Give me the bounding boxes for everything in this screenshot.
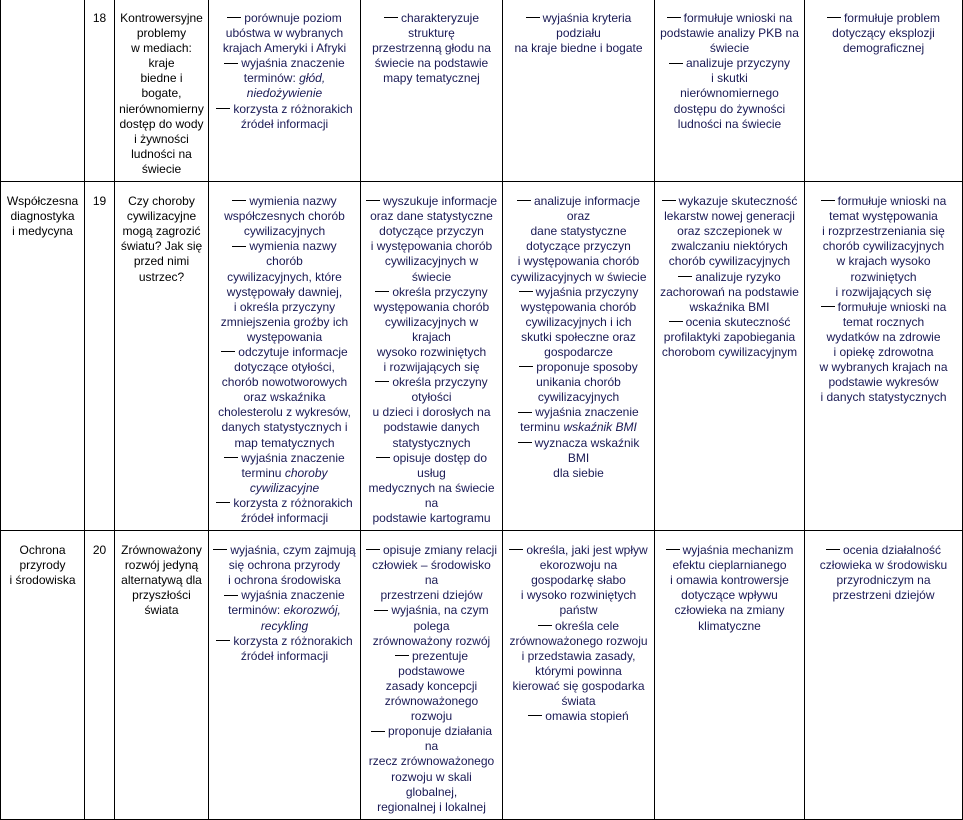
text-line: proponuje działania na [365, 724, 498, 754]
text-line: państw [559, 603, 598, 618]
requirement-item [365, 285, 498, 376]
bullet-dash-icon [517, 200, 531, 201]
bullet-dash-icon [518, 412, 532, 413]
text-line: kierować się gospodarka [512, 678, 645, 693]
text-line: dotyczący eksplozji [832, 26, 935, 41]
text-line: współczesnych chorób [224, 209, 345, 224]
requirement-item [213, 451, 356, 496]
table-row [1, 182, 963, 531]
text-line: i rozwijających się [835, 284, 932, 299]
lesson-title-line: alternatywą dla [121, 573, 202, 588]
text-line: regionalnej i lokalnej [377, 799, 486, 814]
bullet-dash-icon [528, 715, 542, 716]
text-line: i omawia kontrowersje [670, 573, 789, 588]
text-line: wyjaśnia znaczenie [213, 56, 356, 71]
text-line: człowiek – środowisko na [372, 558, 491, 588]
requirement-item [809, 11, 958, 56]
requirements-list [365, 11, 498, 86]
topic-line: Ochrona [19, 543, 66, 558]
text-line: temat występowania [829, 209, 938, 224]
text-line: źródeł informacji [240, 511, 329, 525]
bullet-dash-icon [678, 276, 692, 277]
requirements-level-1 [209, 531, 361, 820]
lesson-title-line: nierównomierny [119, 101, 204, 116]
requirement-item [659, 194, 800, 269]
text-line: świecie na podstawie [374, 56, 489, 71]
text-line: analizuje informacje oraz [507, 194, 650, 224]
bullet-dash-icon [227, 17, 241, 18]
lesson-title-line: biedne i bogate, [140, 71, 183, 101]
text-line: ocenia skuteczność [659, 315, 800, 330]
bullet-dash-icon [384, 17, 398, 18]
bullet-dash-icon [224, 595, 238, 596]
text-line: i występowania chorób [370, 239, 493, 254]
text-line: ubóstwa w wybranych [225, 26, 344, 41]
requirement-item [507, 360, 650, 405]
lesson-title-line: Czy choroby [128, 194, 195, 209]
topic-line: przyrody [19, 558, 66, 573]
text-line: cywilizacyjnych [537, 390, 620, 405]
topic-line: i środowiska [9, 573, 76, 588]
lesson-title-line: cywilizacyjne [126, 209, 197, 224]
requirement-item [213, 588, 356, 633]
lesson-title-line: świecie [141, 161, 182, 176]
text-line: oraz szczepionek w [677, 224, 782, 239]
text-line: klimatyczne [698, 618, 761, 633]
requirement-item [507, 619, 650, 710]
text-line: niedożywienie [246, 86, 323, 101]
text-line: zachorowań na podstawie [660, 284, 799, 299]
text-line: dotyczące przyczyn [379, 224, 484, 239]
requirement-item [213, 11, 356, 56]
bullet-dash-icon [374, 610, 388, 611]
text-line: zwalczaniu niektórych [671, 239, 788, 254]
bullet-dash-icon [224, 457, 238, 458]
requirement-item [809, 194, 958, 300]
requirements-list [213, 11, 356, 132]
bullet-dash-icon [518, 442, 532, 443]
requirements-level-2 [361, 0, 503, 182]
bullet-dash-icon [366, 549, 380, 550]
topic-line: i medycyna [12, 224, 73, 239]
text-line: się ochrona przyrody [228, 558, 341, 573]
text-line: określa przyczyny [365, 285, 498, 300]
bullet-dash-icon [509, 549, 523, 550]
requirements-level-5 [805, 531, 963, 820]
lesson-number: 18 [85, 0, 115, 182]
text-line: dane statystyczne [530, 224, 627, 239]
lesson-title-line: w mediach: kraje [131, 41, 192, 71]
requirement-item [809, 543, 958, 603]
text-line: recykling [260, 618, 309, 633]
text-line: cywilizacyjne [249, 480, 320, 495]
text-line: zrównoważony rozwój [372, 633, 491, 648]
requirement-item [507, 285, 650, 360]
text-line: wyjaśnia przyczyny [507, 285, 650, 300]
requirement-item [365, 724, 498, 815]
requirements-level-4 [655, 182, 805, 531]
text-line: wyszukuje informacje [365, 194, 498, 209]
text-line: gospodarkę słabo [531, 573, 626, 588]
text-line: i skutki [711, 71, 748, 86]
text-line: źródeł informacji [240, 116, 329, 131]
text-line: i określa przyczyny [233, 299, 336, 314]
text-line: występowania chorób [520, 299, 637, 314]
requirements-list [365, 194, 498, 526]
text-line: człowieka na zmiany [674, 603, 785, 618]
text-line: formułuje problem [809, 11, 958, 26]
text-line: danych statystycznych i [221, 420, 348, 435]
text-line: wyznacza wskaźnik BMI [507, 436, 650, 466]
requirement-item [365, 543, 498, 603]
text-line: cywilizacyjnych, które [227, 269, 342, 284]
requirements-level-3 [503, 531, 655, 820]
text-line: terminów: ekorozwój, [228, 603, 341, 618]
bullet-dash-icon [216, 640, 230, 641]
requirements-level-2 [361, 531, 503, 820]
text-line: nierównomiernego [680, 86, 779, 101]
text-line: analizuje ryzyko [659, 270, 800, 285]
requirement-item [809, 300, 958, 406]
text-line: chorobom cywilizacyjnym [661, 344, 798, 359]
lesson-title-line: ludności na [131, 146, 192, 161]
text-line: występowały dawniej, [226, 284, 343, 299]
text-line: formułuje wnioski na [809, 300, 958, 315]
text-line: skutki społeczne oraz [521, 329, 636, 344]
text-line: wyjaśnia, na czym polega [365, 603, 498, 633]
requirement-item [659, 543, 800, 634]
requirement-item [659, 270, 800, 315]
text-line: i występowania chorób [517, 254, 640, 269]
bullet-dash-icon [821, 306, 835, 307]
requirements-list [507, 543, 650, 724]
text-line: zmniejszenia groźby ich [220, 314, 349, 329]
text-line: cywilizacyjnych i ich [525, 314, 632, 329]
text-line: dla siebie [553, 465, 604, 480]
requirements-level-1 [209, 0, 361, 182]
text-line: porównuje poziom [213, 11, 356, 26]
text-line: medycznych na świecie na [368, 480, 495, 510]
lesson-title [115, 182, 209, 531]
text-line: świecie [709, 41, 750, 56]
text-line: w krajach wysoko [836, 254, 931, 269]
text-line: cywilizacyjnych w świecie [510, 269, 647, 284]
text-line: określa przyczyny otyłości [365, 375, 498, 405]
bullet-dash-icon [826, 549, 840, 550]
requirement-item [507, 709, 650, 724]
requirement-item [365, 451, 498, 526]
text-line: wyjaśnia, czym zajmują [213, 543, 356, 558]
lesson-title-line: Kontrowersyjne [120, 11, 203, 25]
requirements-list [365, 543, 498, 815]
text-line: dostępu do żywności [673, 101, 786, 116]
text-line: opisuje zmiany relacji [365, 543, 498, 558]
bullet-dash-icon [216, 108, 230, 109]
text-line: cholesterolu z wykresów, [218, 405, 351, 420]
bullet-dash-icon [519, 291, 533, 292]
text-line: map tematycznych [234, 435, 335, 450]
text-line: podstawie wykresów [828, 375, 939, 390]
text-line: ekorozwoju na [539, 558, 618, 573]
text-line: wykazuje skuteczność [659, 194, 800, 209]
text-line: terminu wskaźnik BMI [520, 420, 637, 435]
lesson-title-line: dostęp do wody [119, 116, 204, 131]
text-line: proponuje sposoby [507, 360, 650, 375]
requirements-level-5 [805, 0, 963, 182]
requirements-list [809, 543, 958, 603]
requirement-item [365, 194, 498, 285]
bullet-dash-icon [376, 457, 390, 458]
bullet-dash-icon [232, 246, 246, 247]
text-line: profilaktyki zapobiegania [663, 329, 796, 344]
text-line: występowania [246, 329, 323, 344]
text-line: i wysoko rozwiniętych [520, 588, 637, 603]
requirements-level-4 [655, 531, 805, 820]
text-line: podstawie kartogramu [372, 511, 491, 525]
text-line: człowieka w środowisku [819, 558, 948, 573]
bullet-dash-icon [538, 625, 552, 626]
text-line: lekarstw nowej generacji [664, 209, 795, 224]
lesson-number: 20 [85, 531, 115, 820]
bullet-dash-icon [666, 549, 680, 550]
text-line: i przedstawia zasady, [521, 648, 636, 663]
requirement-item [213, 496, 356, 526]
text-line: źródeł informacji [240, 648, 329, 663]
text-line: prezentuje podstawowe [365, 649, 498, 679]
lesson-title-line: rozwój jedyną [124, 558, 199, 573]
bullet-dash-icon [232, 200, 246, 201]
text-line: określa cele [507, 619, 650, 634]
table-body [1, 0, 963, 819]
text-line: określa, jaki jest wpływ [507, 543, 650, 558]
requirements-list [213, 194, 356, 526]
text-line: wysoko rozwiniętych [376, 344, 487, 359]
text-line: chorób cywilizacyjnych [668, 254, 791, 269]
text-line: występowania chorób [373, 299, 490, 314]
text-line: analizuje przyczyny [659, 56, 800, 71]
text-line: gospodarcze [544, 344, 613, 359]
requirement-item [507, 436, 650, 481]
text-line: przestrzeni dziejów [380, 588, 483, 603]
topic-cell [1, 182, 85, 531]
requirements-list [659, 543, 800, 634]
topic-cell [1, 531, 85, 820]
text-line: ludności na świecie [677, 116, 782, 131]
bullet-dash-icon [375, 291, 389, 292]
lesson-title [115, 0, 209, 182]
text-line: cywilizacyjnych [243, 224, 326, 239]
topic-cell [1, 0, 85, 182]
requirements-level-3 [503, 0, 655, 182]
requirement-item [659, 315, 800, 360]
text-line: przyrodniczym na [836, 573, 931, 588]
requirement-item [213, 194, 356, 239]
requirement-item [365, 11, 498, 86]
text-line: dotyczące wpływu [681, 588, 778, 603]
text-line: wymienia nazwy chorób [213, 239, 356, 269]
bullet-dash-icon [395, 655, 409, 656]
text-line: rzecz zrównoważonego [368, 754, 495, 769]
bullet-dash-icon [667, 17, 681, 18]
requirement-item [507, 11, 650, 56]
requirements-level-2 [361, 182, 503, 531]
requirement-item [213, 239, 356, 345]
text-line: formułuje wnioski na [659, 11, 800, 26]
requirements-level-4 [655, 0, 805, 182]
text-line: i ochrona środowiska [228, 573, 341, 588]
text-line: unikania chorób [536, 375, 621, 390]
requirement-item [507, 543, 650, 618]
text-line: korzysta z różnorakich [213, 102, 356, 117]
text-line: podstawie danych [383, 420, 480, 435]
bullet-dash-icon [371, 731, 385, 732]
requirements-list [507, 194, 650, 481]
lesson-title-line: przyszłości [132, 588, 191, 603]
text-line: wyjaśnia znaczenie [213, 588, 356, 603]
lesson-title-line: światu? Jak się [120, 239, 203, 254]
text-line: w wybranych krajach na [819, 360, 948, 375]
text-line: korzysta z różnorakich [213, 496, 356, 511]
text-line: temat rocznych [842, 314, 925, 329]
text-line: statystycznych [392, 435, 471, 450]
requirements-level-3 [503, 182, 655, 531]
text-line: terminu choroby [241, 465, 328, 480]
text-line: i opiekę zdrowotna [833, 344, 934, 359]
text-line: zasady koncepcji [385, 678, 478, 693]
text-line: oraz wskaźnika [243, 390, 326, 405]
text-line: wskaźnika BMI [689, 299, 770, 314]
text-line: którymi powinna [535, 663, 622, 678]
table-row [1, 531, 963, 820]
requirements-level-5 [805, 182, 963, 531]
text-line: oraz dane statystyczne [370, 209, 493, 224]
topic-line: Współczesna [6, 194, 79, 209]
text-line: omawia stopień [507, 709, 650, 724]
text-line: opisuje dostęp do usług [365, 451, 498, 481]
text-line: efektu cieplarnianego [672, 558, 787, 573]
requirements-list [213, 543, 356, 664]
text-line: formułuje wnioski na [809, 194, 958, 209]
text-line: korzysta z różnorakich [213, 634, 356, 649]
text-line: wydatków na zdrowie [826, 329, 941, 344]
requirement-item [213, 345, 356, 451]
requirement-item [213, 543, 356, 588]
text-line: demograficznej [842, 41, 925, 56]
bullet-dash-icon [213, 549, 227, 550]
bullet-dash-icon [662, 200, 676, 201]
bullet-dash-icon [669, 321, 683, 322]
bullet-dash-icon [827, 17, 841, 18]
lesson-title-line: przed nimi [133, 254, 190, 269]
text-line: na kraje biedne i bogate [514, 41, 643, 56]
requirements-list [809, 11, 958, 56]
topic-line: diagnostyka [10, 209, 75, 224]
lesson-title-line: ustrzec? [138, 269, 185, 284]
bullet-dash-icon [224, 63, 238, 64]
lesson-title-line: świata [144, 603, 179, 618]
text-line: i rozprzestrzeniania się [822, 224, 945, 239]
text-line: chorób cywilizacyjnych [822, 239, 945, 254]
text-line: rozwiniętych [850, 269, 917, 284]
requirement-item [365, 649, 498, 724]
text-line: wymienia nazwy [213, 194, 356, 209]
requirement-item [213, 56, 356, 101]
text-line: i danych statystycznych [820, 390, 947, 405]
bullet-dash-icon [375, 381, 389, 382]
text-line: dotyczące przyczyn [526, 239, 631, 254]
text-line: odczytuje informacje [213, 345, 356, 360]
requirement-item [659, 56, 800, 131]
bullet-dash-icon [216, 502, 230, 503]
requirements-level-1 [209, 182, 361, 531]
requirements-list [809, 194, 958, 405]
requirement-item [507, 405, 650, 435]
requirements-list [507, 11, 650, 56]
lesson-title-line: problemy [136, 26, 187, 41]
lesson-number: 19 [85, 182, 115, 531]
bullet-dash-icon [821, 200, 835, 201]
text-line: u dzieci i dorosłych na [372, 405, 491, 420]
requirements-list [659, 11, 800, 132]
requirement-item [659, 11, 800, 56]
text-line: wyjaśnia znaczenie [507, 405, 650, 420]
text-line: wyjaśnia kryteria podziału [507, 11, 650, 41]
text-line: charakteryzuje strukturę [365, 11, 498, 41]
bullet-dash-icon [526, 17, 540, 18]
text-line: cywilizacyjnych w świecie [384, 254, 479, 284]
requirement-item [365, 375, 498, 450]
requirement-item [507, 194, 650, 285]
text-line: przestrzenną głodu na [372, 41, 491, 56]
text-line: zrównoważonego rozwoju [509, 633, 648, 648]
text-line: terminów: głód, [243, 71, 326, 86]
bullet-dash-icon [221, 351, 235, 352]
text-line: świata [561, 694, 596, 709]
text-line: zrównoważonego rozwoju [384, 694, 479, 724]
lesson-title [115, 531, 209, 820]
text-line: mapy tematycznej [383, 71, 480, 86]
text-line: chorób nowotworowych [221, 375, 348, 390]
text-line: dotyczące otyłości, [234, 360, 335, 375]
text-line: wyjaśnia znaczenie [213, 451, 356, 466]
text-line: rozwoju w skali globalnej, [391, 769, 472, 799]
text-line: krajach Ameryki i Afryki [222, 41, 347, 56]
text-line: cywilizacyjnych w krajach [384, 314, 479, 344]
requirement-item [213, 102, 356, 132]
text-line: wyjaśnia mechanizm [659, 543, 800, 558]
requirement-item [213, 634, 356, 664]
table-row [1, 0, 963, 182]
requirements-list [659, 194, 800, 360]
text-line: i rozwijających się [383, 360, 480, 375]
bullet-dash-icon [669, 63, 683, 64]
bullet-dash-icon [519, 366, 533, 367]
text-line: podstawie analizy PKB na [660, 26, 799, 41]
bullet-dash-icon [366, 200, 380, 201]
requirement-item [365, 603, 498, 648]
lesson-title-line: i żywności [134, 131, 189, 146]
text-line: ocenia działalność [809, 543, 958, 558]
text-line: przestrzeni dziejów [832, 588, 935, 603]
lesson-title-line: Zrównoważony [121, 543, 202, 558]
lesson-title-line: mogą zagrozić [122, 224, 201, 239]
